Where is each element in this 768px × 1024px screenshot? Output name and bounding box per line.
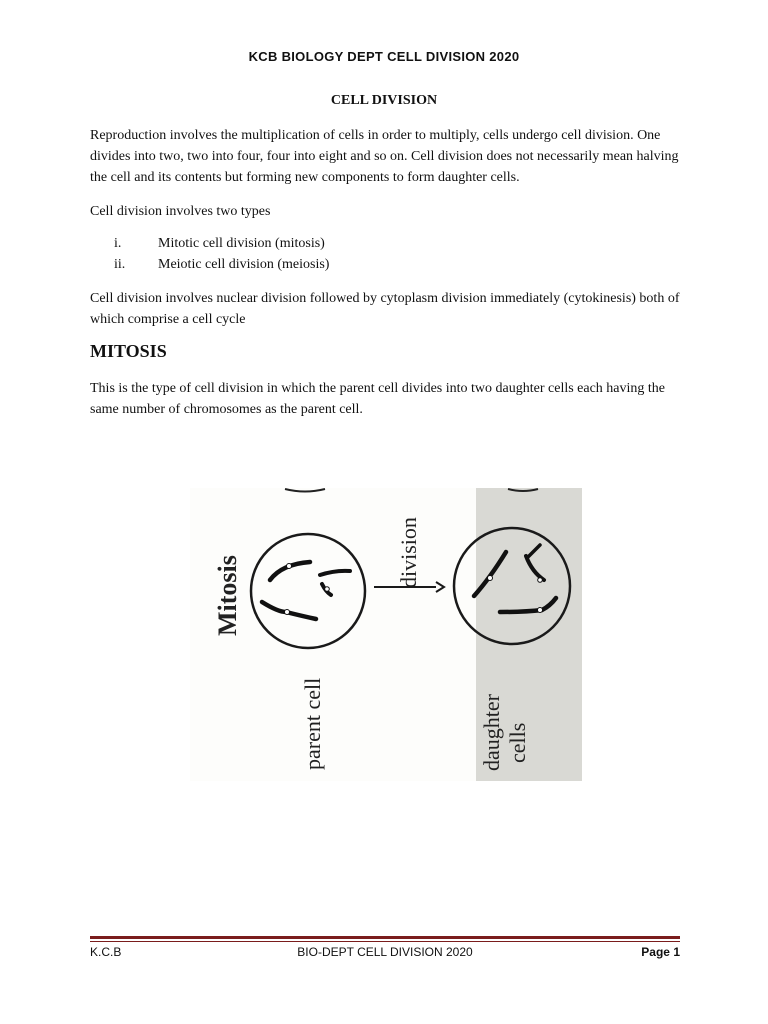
types-intro-paragraph: Cell division involves two types xyxy=(90,204,271,219)
list-item-text: Meiotic cell division (meiosis) xyxy=(158,257,330,272)
list-item-text: Mitotic cell division (mitosis) xyxy=(158,236,325,251)
footer-left-text: K.C.B xyxy=(90,945,122,959)
footer-center-text: BIO-DEPT CELL DIVISION 2020 xyxy=(297,945,473,959)
mitosis-definition-paragraph: This is the type of cell division in which the parent cell divides into two daughter cells each having the same number of chromosomes as the parent cell. xyxy=(90,381,666,417)
centromere xyxy=(325,587,330,592)
document-header-title: KCB BIOLOGY DEPT CELL DIVISION 2020 xyxy=(248,49,520,64)
section-title: CELL DIVISION xyxy=(330,93,438,108)
centromere xyxy=(538,578,543,583)
division-arrow-label: division xyxy=(396,517,421,588)
figure-title-label: Mitosis xyxy=(213,555,242,636)
page-number: Page 1 xyxy=(641,945,680,959)
mitosis-diagram xyxy=(190,488,582,781)
list-item xyxy=(90,254,329,275)
list-item-number: ii. xyxy=(114,257,126,272)
mitosis-figure xyxy=(190,488,582,781)
parent-cell-label: parent cell xyxy=(300,677,325,770)
intro-paragraph: Reproduction involves the multiplication of cells in order to multiply, cells undergo cell division. One divides into two, two into four, four into eight and so on. Cell division does not necessarily mean halving the cell and its contents but forming new components to form daughter cells. xyxy=(90,128,679,185)
list-item-number: i. xyxy=(114,236,122,251)
footer-rule-thick xyxy=(90,936,680,939)
division-types-list xyxy=(90,233,329,275)
nuclear-division-paragraph: Cell division involves nuclear division followed by cytoplasm division immediately (cytokinesis) both of which comprise a cell cycle xyxy=(90,291,680,327)
mitosis-heading: MITOSIS xyxy=(90,341,167,361)
page-footer xyxy=(90,945,680,961)
list-item xyxy=(90,233,329,254)
centromere xyxy=(287,564,292,569)
footer-rule-thin xyxy=(90,941,680,942)
cells-label: cells xyxy=(505,722,530,763)
centromere xyxy=(285,610,290,615)
centromere xyxy=(488,576,493,581)
daughter-label: daughter xyxy=(479,694,504,771)
centromere xyxy=(538,608,543,613)
